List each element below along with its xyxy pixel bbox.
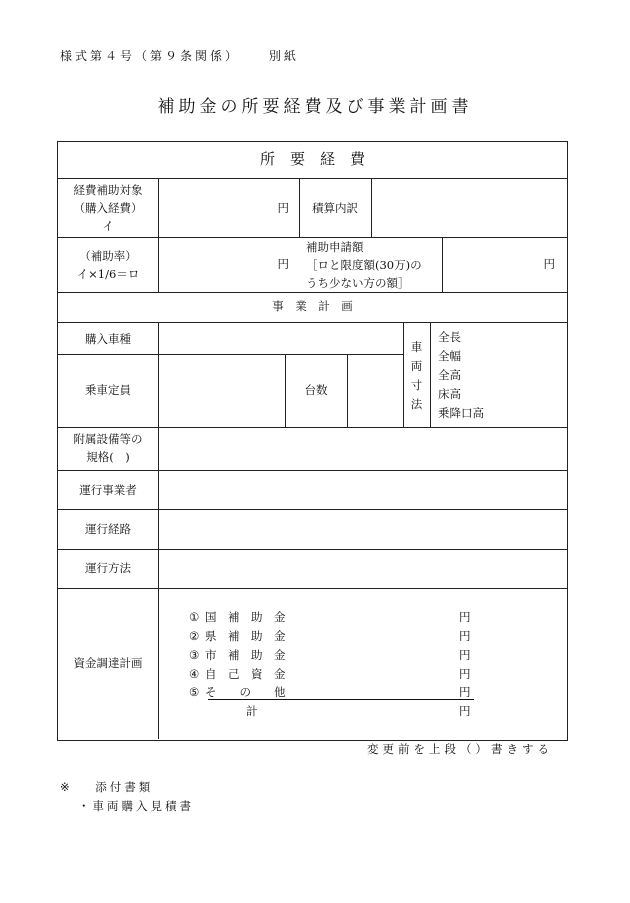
rate-label-line1: （補助率）: [79, 249, 137, 263]
section-cost-title: 所 要 経 費: [259, 150, 365, 168]
fund-item-other: [189, 684, 285, 700]
fund-item-national: [189, 609, 285, 625]
fund-unit: 円: [459, 629, 471, 643]
fund-name: 市 補 助 金: [204, 648, 286, 662]
equipment-label-line2: 規格( ): [86, 450, 130, 464]
apply-amount-label: [306, 238, 442, 292]
breakdown-label: 積算内訳: [312, 201, 358, 215]
attachment-label: 別紙: [268, 49, 299, 63]
dim-char-3: 寸: [410, 378, 423, 392]
target-label-line1: 経費補助対象: [73, 183, 143, 197]
capacity-label: 乗車定員: [85, 383, 131, 397]
target-label-line2: （購入経費）: [73, 201, 143, 215]
target-yen: 円: [277, 201, 289, 215]
equipment-label: [58, 430, 158, 466]
method-label: 運行方法: [85, 561, 131, 575]
target-label: [58, 181, 158, 235]
form-number-text: 様式第４号（第９条関係）: [60, 49, 241, 63]
dimensions-list: [438, 328, 566, 423]
breakdown-field[interactable]: [372, 180, 566, 236]
dim-char-2: 両: [410, 359, 423, 373]
count-field[interactable]: [348, 356, 403, 426]
dim-width: 全幅: [438, 349, 461, 363]
fund-item-city: [189, 647, 285, 663]
apply-label-line1: 補助申請額: [306, 240, 364, 254]
note-mark: ※: [60, 780, 70, 794]
fund-unit: 円: [459, 685, 471, 699]
equipment-field[interactable]: [159, 429, 566, 469]
method-field[interactable]: [159, 551, 566, 587]
fund-name: 自 己 資 金: [204, 667, 286, 681]
fund-unit: 円: [459, 667, 471, 681]
fund-total-label: 計: [246, 704, 258, 718]
fund-num: ②: [189, 629, 200, 643]
operator-label: 運行事業者: [79, 483, 137, 497]
rate-label-line2: イ×1/6＝ロ: [76, 267, 140, 281]
dim-char-4: 法: [410, 397, 423, 411]
fund-sum-line: [208, 699, 474, 700]
section-plan-title: 事 業 計 画: [272, 299, 353, 313]
fund-item-prefecture: [189, 628, 285, 644]
dim-height: 全高: [438, 368, 461, 382]
form-number: [60, 47, 299, 64]
target-label-line3: イ: [102, 219, 114, 233]
page-title: 補助金の所要経費及び事業計画書: [157, 97, 473, 117]
rate-label: [58, 247, 158, 283]
apply-label-line2: ［ロと限度額(30万)の: [306, 258, 422, 272]
apply-yen: 円: [543, 257, 555, 271]
dim-door-height: 乗降口高: [438, 406, 484, 420]
dim-floor-height: 床高: [438, 387, 461, 401]
fund-unit: 円: [459, 610, 471, 624]
route-label: 運行経路: [85, 522, 131, 536]
apply-label-line3: うち少ない方の額］: [306, 276, 410, 290]
count-label: 台数: [304, 383, 328, 397]
fund-num: ④: [189, 667, 200, 681]
dim-length: 全長: [438, 330, 461, 344]
fund-name: 国 補 助 金: [204, 610, 286, 624]
route-field[interactable]: [159, 511, 566, 548]
fund-num: ⑤: [189, 685, 200, 699]
attachment-item: ・車両購入見積書: [78, 799, 194, 813]
attachments-label: 添付書類: [95, 780, 154, 794]
capacity-field[interactable]: [159, 356, 285, 426]
fund-name: 県 補 助 金: [204, 629, 286, 643]
dimensions-label: [403, 338, 430, 414]
funding-label: 資金調達計画: [73, 656, 143, 670]
rate-yen: 円: [277, 257, 289, 271]
fund-total-unit: 円: [459, 704, 471, 718]
fund-num: ③: [189, 648, 200, 662]
fund-item-own: [189, 666, 285, 682]
attachments-heading: [60, 779, 153, 795]
fund-unit: 円: [459, 648, 471, 662]
vehicle-type-label: 購入車種: [85, 332, 131, 346]
cost-plan-form: [57, 141, 568, 741]
fund-num: ①: [189, 610, 200, 624]
equipment-label-line1: 附属設備等の: [73, 432, 143, 446]
change-note: 変更前を上段（）書きする: [367, 742, 553, 756]
operator-field[interactable]: [159, 472, 566, 508]
vehicle-type-field[interactable]: [159, 324, 403, 353]
dim-char-1: 車: [410, 340, 423, 354]
fund-name: そ の 他: [204, 685, 286, 699]
